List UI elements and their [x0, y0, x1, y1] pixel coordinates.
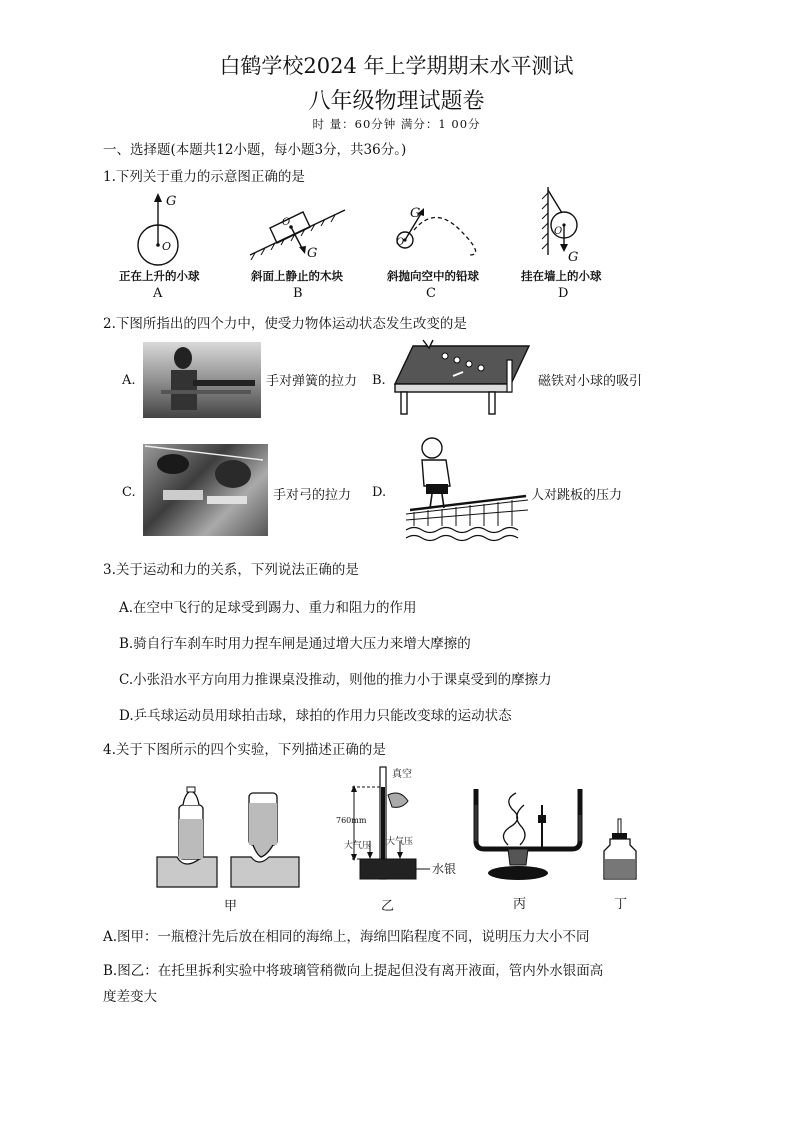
q2-c-photo — [143, 444, 268, 536]
q4-figure-jia — [157, 785, 307, 890]
q2-c-label: 手对弓的拉力 — [273, 488, 352, 503]
q4-yi-pressure-left: 大气压 — [344, 841, 372, 851]
q4-yi-height-label: 760mm — [336, 816, 367, 825]
exam-meta: 时 量：60分钟 满分：1 00分 — [312, 117, 481, 131]
section-heading: 一、选择题(本题共12小题，每小题3分，共36分。) — [103, 142, 407, 158]
q1-c-caption: 斜抛向空中的铅球 — [387, 269, 479, 283]
question-1-stem: 1.下列关于重力的示意图正确的是 — [103, 169, 305, 185]
q4-figure-yi — [330, 765, 440, 885]
q1-b-o-label: O — [282, 217, 291, 228]
q3-option-c: C.小张沿水平方向用力推课桌没推动，则他的推力小于课桌受到的摩擦力 — [119, 672, 552, 688]
q4-label-yi: 乙 — [381, 899, 395, 914]
q2-a-letter: A. — [122, 373, 136, 388]
q1-a-letter: A — [153, 286, 163, 301]
q1-a-g-label: G — [166, 194, 177, 209]
q3-option-d: D.乒乓球运动员用球拍击球，球拍的作用力只能改变球的运动状态 — [119, 708, 512, 724]
q4-yi-vacuum-label: 真空 — [392, 769, 412, 780]
q1-figure-c — [390, 200, 480, 270]
q2-b-figure — [393, 336, 533, 416]
q1-a-caption: 正在上升的小球 — [119, 269, 200, 283]
q4-yi-mercury-label: 水银 — [432, 862, 457, 876]
q1-c-g-label: G — [410, 206, 421, 221]
q1-d-o-label: O — [554, 226, 563, 237]
q2-d-label: 人对跳板的压力 — [531, 488, 623, 503]
q2-b-letter: B. — [372, 373, 386, 388]
q1-c-letter: C — [426, 286, 436, 301]
q4-option-a: A.图甲：一瓶橙汁先后放在相同的海绵上，海绵凹陷程度不同，说明压力大小不同 — [103, 929, 590, 945]
q1-a-o-label: O — [162, 240, 172, 253]
q4-option-b-line2: 度差变大 — [103, 989, 157, 1005]
q2-a-photo — [143, 342, 261, 418]
q1-c-o-label: O — [396, 237, 405, 248]
question-2-stem: 2.下图所指出的四个力中，使受力物体运动状态发生改变的是 — [103, 316, 467, 332]
q4-label-ding: 丁 — [614, 897, 628, 912]
exam-title: 白鹤学校2024 年上学期期末水平测试 — [219, 54, 574, 78]
q2-d-figure — [404, 434, 530, 544]
q4-label-jia: 甲 — [224, 899, 238, 914]
q1-b-g-label: G — [307, 246, 318, 261]
q2-a-label: 手对弹簧的拉力 — [266, 374, 358, 389]
question-3-stem: 3.关于运动和力的关系，下列说法正确的是 — [103, 562, 359, 578]
question-4-stem: 4.关于下图所示的四个实验，下列描述正确的是 — [103, 742, 386, 758]
q2-c-letter: C. — [122, 485, 136, 500]
q1-b-letter: B — [293, 286, 303, 301]
q4-figure-ding — [600, 815, 640, 885]
q4-yi-pressure-right: 大气压 — [386, 837, 414, 847]
q3-option-a: A.在空中飞行的足球受到踢力、重力和阻力的作用 — [119, 600, 417, 616]
q4-option-b-line1: B.图乙：在托里拆利实验中将玻璃管稍微向上提起但没有离开液面，管内外水银面高 — [103, 963, 604, 979]
q1-b-caption: 斜面上静止的木块 — [251, 269, 343, 283]
q1-d-g-label: G — [568, 250, 579, 265]
q4-label-bing: 丙 — [513, 897, 527, 912]
q2-b-label: 磁铁对小球的吸引 — [538, 374, 643, 389]
exam-subtitle: 八年级物理试题卷 — [308, 89, 485, 114]
q1-figure-b — [245, 200, 355, 270]
q2-d-letter: D. — [372, 485, 387, 500]
q4-figure-bing — [468, 785, 588, 885]
q1-d-letter: D — [558, 286, 569, 301]
q3-option-b: B.骑自行车刹车时用力捏车闸是通过增大压力来增大摩擦的 — [119, 636, 471, 652]
q1-d-caption: 挂在墙上的小球 — [521, 269, 602, 283]
